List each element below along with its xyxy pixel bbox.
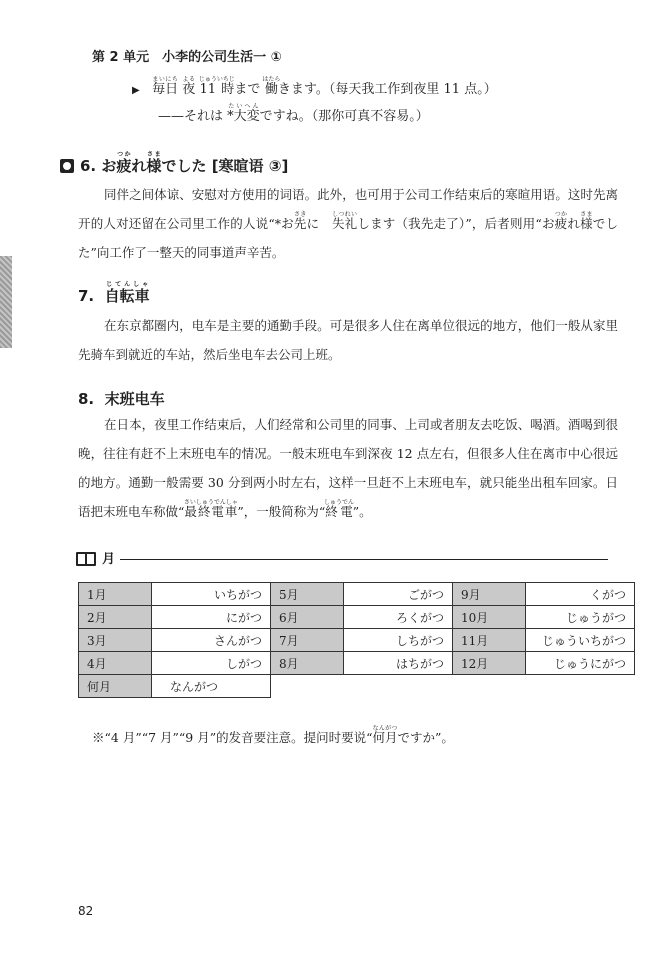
month-cell: 5月 bbox=[271, 583, 344, 606]
section-6-title bbox=[60, 151, 288, 176]
translation: （每天我工作到夜里 11 点。） bbox=[328, 82, 497, 97]
word: 11 時じゅういちじ bbox=[198, 76, 235, 97]
side-thumb-tab bbox=[0, 256, 12, 348]
month-cell: 3月 bbox=[79, 629, 152, 652]
section-8-paragraph: 在日本，夜里工作结束后，人们经常和公司里的同事、上司或者朋友去吃饭、喝酒。酒喝到很晚，往往有赶不上末班电车的情况。一般末班电车到深夜 12 点左右，但很多人住在离市中心很远的地方。通勤一般需要 30 分到两小时左右，这样一旦赶不上末班电车，就只能坐出租车回家。日语把末班电车称做“最終電車さいしゅうでんしゃ”，一般简称为“終電しゅうでん”。 bbox=[78, 417, 618, 519]
section-tag: [寒暄语 ③] bbox=[211, 157, 289, 175]
reading-cell: しちがつ bbox=[344, 629, 453, 652]
word: ですね。 bbox=[259, 109, 312, 124]
month-cell: 6月 bbox=[271, 606, 344, 629]
reading-cell: はちがつ bbox=[344, 652, 453, 675]
word: 働はたら bbox=[262, 76, 281, 97]
months-title: 月 bbox=[102, 552, 116, 567]
triangle-bullet-icon: ▶ bbox=[132, 85, 140, 96]
table-row bbox=[79, 675, 635, 698]
month-cell: 9月 bbox=[453, 583, 526, 606]
title-part: 様さま bbox=[146, 151, 162, 175]
table-row bbox=[79, 629, 635, 652]
reading-cell: なんがつ bbox=[152, 675, 271, 698]
reading-cell: にがつ bbox=[152, 606, 271, 629]
months-note: ※“4 月”“7 月”“9 月”的发音要注意。提问时要说“何月なんがつですか”。 bbox=[92, 725, 454, 745]
word: ——それは bbox=[158, 109, 224, 124]
word: 毎日まいにち bbox=[152, 76, 179, 97]
section-title-text: 末班电车 bbox=[104, 390, 165, 408]
title-part: れ bbox=[131, 157, 147, 175]
section-number: 7. bbox=[78, 287, 95, 305]
section-number: 6. bbox=[80, 157, 97, 175]
word: *大変たいへん bbox=[227, 103, 260, 124]
month-cell: 7月 bbox=[271, 629, 344, 652]
reading-cell: じゅうがつ bbox=[526, 606, 635, 629]
section-title-text: 自転車じてんしゃ bbox=[104, 281, 150, 305]
months-table bbox=[78, 582, 635, 698]
table-row bbox=[79, 652, 635, 675]
section-7-title bbox=[78, 281, 150, 306]
months-header bbox=[76, 548, 608, 570]
example-sentence-1 bbox=[132, 76, 497, 97]
empty-cell bbox=[271, 675, 635, 698]
month-cell: 4月 bbox=[79, 652, 152, 675]
reading-cell: さんがつ bbox=[152, 629, 271, 652]
title-part: 疲つか bbox=[116, 151, 132, 175]
month-cell: 11月 bbox=[453, 629, 526, 652]
month-cell: 1月 bbox=[79, 583, 152, 606]
reading-cell: しがつ bbox=[152, 652, 271, 675]
reading-cell: ろくがつ bbox=[344, 606, 453, 629]
example-sentence-2 bbox=[158, 103, 429, 124]
divider bbox=[120, 559, 608, 560]
word: きます。 bbox=[277, 82, 329, 97]
reading-cell: くがつ bbox=[526, 583, 635, 606]
greeting-icon bbox=[60, 159, 74, 173]
book-icon bbox=[76, 552, 96, 566]
unit-header: 第 2 单元 小李的公司生活一 ① bbox=[92, 50, 282, 65]
section-6-paragraph: 同伴之间体谅、安慰对方使用的词语。此外，也可用于公司工作结束后的寒暄用语。这时先离开的人对还留在公司里工作的人说“*お先さきに 失礼しつれいします（我先走了）”，后者则用“お疲つかれ様さまでした”向工作了一整天的同事道声辛苦。 bbox=[78, 187, 618, 260]
title-part: でした bbox=[161, 157, 207, 175]
table-row bbox=[79, 583, 635, 606]
title-part: お bbox=[101, 157, 117, 175]
month-cell: 12月 bbox=[453, 652, 526, 675]
page-number: 82 bbox=[78, 904, 94, 918]
section-8-title bbox=[78, 388, 165, 409]
reading-cell: じゅうにがつ bbox=[526, 652, 635, 675]
month-cell: 2月 bbox=[79, 606, 152, 629]
month-cell: 何月 bbox=[79, 675, 152, 698]
section-7-paragraph: 在东京都圈内，电车是主要的通勤手段。可是很多人住在离单位很远的地方，他们一般从家里先骑车到就近的车站，然后坐电车去公司上班。 bbox=[78, 318, 618, 362]
word: まで bbox=[234, 82, 261, 97]
reading-cell: ごがつ bbox=[344, 583, 453, 606]
translation: （那你可真不容易。） bbox=[311, 109, 429, 124]
reading-cell: じゅういちがつ bbox=[526, 629, 635, 652]
month-cell: 10月 bbox=[453, 606, 526, 629]
word: 夜よる bbox=[182, 76, 196, 97]
section-number: 8. bbox=[78, 390, 95, 408]
table-row bbox=[79, 606, 635, 629]
month-cell: 8月 bbox=[271, 652, 344, 675]
reading-cell: いちがつ bbox=[152, 583, 271, 606]
